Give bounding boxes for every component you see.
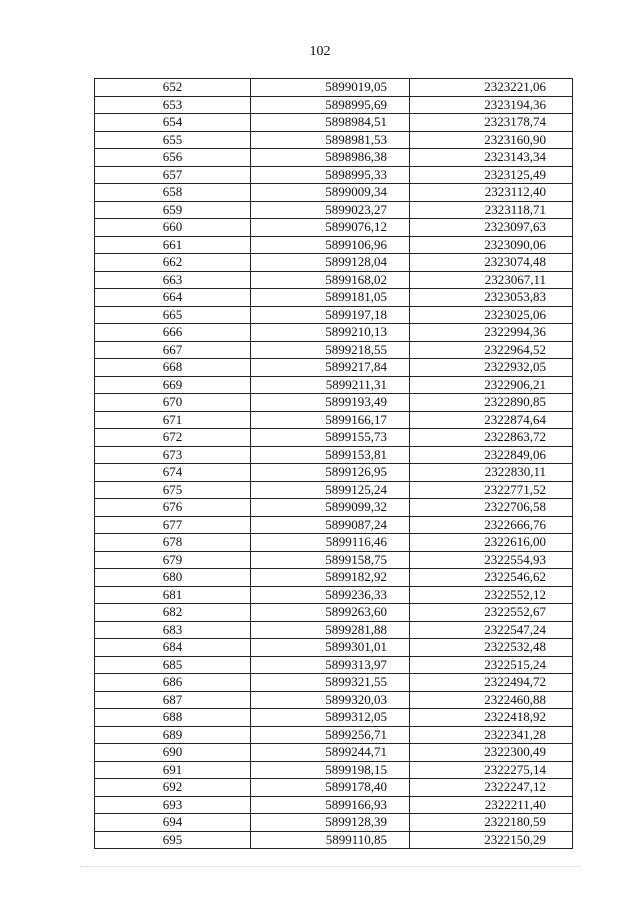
x-coordinate-cell: 5899198,15 bbox=[251, 761, 410, 779]
table-row bbox=[95, 516, 573, 534]
point-number-cell: 693 bbox=[95, 796, 251, 814]
x-coordinate-cell: 5899236,33 bbox=[251, 586, 410, 604]
point-number-cell: 679 bbox=[95, 551, 251, 569]
y-coordinate-cell: 2323112,40 bbox=[410, 184, 573, 202]
point-number-cell: 683 bbox=[95, 621, 251, 639]
x-coordinate-cell: 5899166,17 bbox=[251, 411, 410, 429]
y-coordinate-cell: 2322341,28 bbox=[410, 726, 573, 744]
y-coordinate-cell: 2322554,93 bbox=[410, 551, 573, 569]
point-number-cell: 657 bbox=[95, 166, 251, 184]
x-coordinate-cell: 5899128,04 bbox=[251, 254, 410, 272]
x-coordinate-cell: 5899182,92 bbox=[251, 569, 410, 587]
x-coordinate-cell: 5899181,05 bbox=[251, 289, 410, 307]
table-row bbox=[95, 481, 573, 499]
point-number-cell: 672 bbox=[95, 429, 251, 447]
point-number-cell: 675 bbox=[95, 481, 251, 499]
table-row bbox=[95, 79, 573, 97]
y-coordinate-cell: 2322849,06 bbox=[410, 446, 573, 464]
y-coordinate-cell: 2322552,67 bbox=[410, 604, 573, 622]
point-number-cell: 660 bbox=[95, 219, 251, 237]
table-row bbox=[95, 569, 573, 587]
table-row bbox=[95, 184, 573, 202]
y-coordinate-cell: 2322906,21 bbox=[410, 376, 573, 394]
point-number-cell: 652 bbox=[95, 79, 251, 97]
x-coordinate-cell: 5899110,85 bbox=[251, 831, 410, 849]
point-number-cell: 694 bbox=[95, 814, 251, 832]
table-row bbox=[95, 499, 573, 517]
y-coordinate-cell: 2323118,71 bbox=[410, 201, 573, 219]
table-row bbox=[95, 236, 573, 254]
table-row bbox=[95, 201, 573, 219]
scan-edge-noise bbox=[80, 866, 580, 867]
x-coordinate-cell: 5899193,49 bbox=[251, 394, 410, 412]
table-row bbox=[95, 394, 573, 412]
y-coordinate-cell: 2323025,06 bbox=[410, 306, 573, 324]
x-coordinate-cell: 5899126,95 bbox=[251, 464, 410, 482]
table-row bbox=[95, 464, 573, 482]
table-row bbox=[95, 131, 573, 149]
table-row bbox=[95, 271, 573, 289]
y-coordinate-cell: 2322150,29 bbox=[410, 831, 573, 849]
x-coordinate-cell: 5899023,27 bbox=[251, 201, 410, 219]
point-number-cell: 674 bbox=[95, 464, 251, 482]
x-coordinate-cell: 5899244,71 bbox=[251, 744, 410, 762]
x-coordinate-cell: 5899210,13 bbox=[251, 324, 410, 342]
point-number-cell: 692 bbox=[95, 779, 251, 797]
x-coordinate-cell: 5899218,55 bbox=[251, 341, 410, 359]
point-number-cell: 656 bbox=[95, 149, 251, 167]
table-row bbox=[95, 726, 573, 744]
table-row bbox=[95, 796, 573, 814]
point-number-cell: 676 bbox=[95, 499, 251, 517]
y-coordinate-cell: 2322494,72 bbox=[410, 674, 573, 692]
table-row bbox=[95, 411, 573, 429]
x-coordinate-cell: 5898995,69 bbox=[251, 96, 410, 114]
y-coordinate-cell: 2322180,59 bbox=[410, 814, 573, 832]
x-coordinate-cell: 5899168,02 bbox=[251, 271, 410, 289]
x-coordinate-cell: 5899263,60 bbox=[251, 604, 410, 622]
table-row bbox=[95, 149, 573, 167]
y-coordinate-cell: 2322666,76 bbox=[410, 516, 573, 534]
table-row bbox=[95, 814, 573, 832]
point-number-cell: 664 bbox=[95, 289, 251, 307]
x-coordinate-cell: 5898984,51 bbox=[251, 114, 410, 132]
x-coordinate-cell: 5899281,88 bbox=[251, 621, 410, 639]
point-number-cell: 663 bbox=[95, 271, 251, 289]
point-number-cell: 678 bbox=[95, 534, 251, 552]
x-coordinate-cell: 5899166,93 bbox=[251, 796, 410, 814]
x-coordinate-cell: 5899076,12 bbox=[251, 219, 410, 237]
x-coordinate-cell: 5899321,55 bbox=[251, 674, 410, 692]
y-coordinate-cell: 2322771,52 bbox=[410, 481, 573, 499]
y-coordinate-cell: 2322460,88 bbox=[410, 691, 573, 709]
point-number-cell: 690 bbox=[95, 744, 251, 762]
y-coordinate-cell: 2322532,48 bbox=[410, 639, 573, 657]
point-number-cell: 682 bbox=[95, 604, 251, 622]
y-coordinate-cell: 2323178,74 bbox=[410, 114, 573, 132]
x-coordinate-cell: 5899256,71 bbox=[251, 726, 410, 744]
y-coordinate-cell: 2322547,24 bbox=[410, 621, 573, 639]
x-coordinate-cell: 5899158,75 bbox=[251, 551, 410, 569]
y-coordinate-cell: 2322300,49 bbox=[410, 744, 573, 762]
point-number-cell: 668 bbox=[95, 359, 251, 377]
x-coordinate-cell: 5898986,38 bbox=[251, 149, 410, 167]
y-coordinate-cell: 2323221,06 bbox=[410, 79, 573, 97]
point-number-cell: 677 bbox=[95, 516, 251, 534]
y-coordinate-cell: 2322994,36 bbox=[410, 324, 573, 342]
x-coordinate-cell: 5899099,32 bbox=[251, 499, 410, 517]
table-row bbox=[95, 621, 573, 639]
table-row bbox=[95, 429, 573, 447]
point-number-cell: 670 bbox=[95, 394, 251, 412]
table-row bbox=[95, 586, 573, 604]
x-coordinate-cell: 5899178,40 bbox=[251, 779, 410, 797]
table-row bbox=[95, 709, 573, 727]
y-coordinate-cell: 2322552,12 bbox=[410, 586, 573, 604]
point-number-cell: 687 bbox=[95, 691, 251, 709]
y-coordinate-cell: 2322830,11 bbox=[410, 464, 573, 482]
table-row bbox=[95, 534, 573, 552]
x-coordinate-cell: 5898995,33 bbox=[251, 166, 410, 184]
x-coordinate-cell: 5898981,53 bbox=[251, 131, 410, 149]
table-row bbox=[95, 341, 573, 359]
y-coordinate-cell: 2322247,12 bbox=[410, 779, 573, 797]
table-row bbox=[95, 219, 573, 237]
table-row bbox=[95, 674, 573, 692]
table-row bbox=[95, 779, 573, 797]
point-number-cell: 671 bbox=[95, 411, 251, 429]
x-coordinate-cell: 5899155,73 bbox=[251, 429, 410, 447]
table-row bbox=[95, 324, 573, 342]
point-number-cell: 680 bbox=[95, 569, 251, 587]
point-number-cell: 691 bbox=[95, 761, 251, 779]
point-number-cell: 659 bbox=[95, 201, 251, 219]
x-coordinate-cell: 5899087,24 bbox=[251, 516, 410, 534]
y-coordinate-cell: 2322515,24 bbox=[410, 656, 573, 674]
y-coordinate-cell: 2322546,62 bbox=[410, 569, 573, 587]
table-row bbox=[95, 656, 573, 674]
page-number: 102 bbox=[309, 44, 331, 59]
table-row bbox=[95, 691, 573, 709]
point-number-cell: 684 bbox=[95, 639, 251, 657]
point-number-cell: 662 bbox=[95, 254, 251, 272]
table-row bbox=[95, 166, 573, 184]
table-row bbox=[95, 96, 573, 114]
y-coordinate-cell: 2323067,11 bbox=[410, 271, 573, 289]
y-coordinate-cell: 2322932,05 bbox=[410, 359, 573, 377]
table-row bbox=[95, 604, 573, 622]
point-number-cell: 654 bbox=[95, 114, 251, 132]
point-number-cell: 686 bbox=[95, 674, 251, 692]
x-coordinate-cell: 5899009,34 bbox=[251, 184, 410, 202]
x-coordinate-cell: 5899217,84 bbox=[251, 359, 410, 377]
point-number-cell: 666 bbox=[95, 324, 251, 342]
point-number-cell: 661 bbox=[95, 236, 251, 254]
y-coordinate-cell: 2323143,34 bbox=[410, 149, 573, 167]
coordinates-table bbox=[94, 78, 573, 849]
x-coordinate-cell: 5899320,03 bbox=[251, 691, 410, 709]
x-coordinate-cell: 5899313,97 bbox=[251, 656, 410, 674]
x-coordinate-cell: 5899211,31 bbox=[251, 376, 410, 394]
x-coordinate-cell: 5899197,18 bbox=[251, 306, 410, 324]
point-number-cell: 669 bbox=[95, 376, 251, 394]
x-coordinate-cell: 5899125,24 bbox=[251, 481, 410, 499]
point-number-cell: 685 bbox=[95, 656, 251, 674]
table-row bbox=[95, 289, 573, 307]
y-coordinate-cell: 2323097,63 bbox=[410, 219, 573, 237]
x-coordinate-cell: 5899116,46 bbox=[251, 534, 410, 552]
x-coordinate-cell: 5899301,01 bbox=[251, 639, 410, 657]
x-coordinate-cell: 5899153,81 bbox=[251, 446, 410, 464]
x-coordinate-cell: 5899128,39 bbox=[251, 814, 410, 832]
point-number-cell: 658 bbox=[95, 184, 251, 202]
table-row bbox=[95, 639, 573, 657]
point-number-cell: 681 bbox=[95, 586, 251, 604]
point-number-cell: 695 bbox=[95, 831, 251, 849]
point-number-cell: 653 bbox=[95, 96, 251, 114]
point-number-cell: 665 bbox=[95, 306, 251, 324]
table-row bbox=[95, 831, 573, 849]
table-row bbox=[95, 359, 573, 377]
y-coordinate-cell: 2323160,90 bbox=[410, 131, 573, 149]
y-coordinate-cell: 2323090,06 bbox=[410, 236, 573, 254]
x-coordinate-cell: 5899019,05 bbox=[251, 79, 410, 97]
y-coordinate-cell: 2323053,83 bbox=[410, 289, 573, 307]
table-row bbox=[95, 376, 573, 394]
y-coordinate-cell: 2323194,36 bbox=[410, 96, 573, 114]
y-coordinate-cell: 2322706,58 bbox=[410, 499, 573, 517]
x-coordinate-cell: 5899312,05 bbox=[251, 709, 410, 727]
coordinates-table-body bbox=[95, 79, 573, 849]
y-coordinate-cell: 2322863,72 bbox=[410, 429, 573, 447]
table-row bbox=[95, 306, 573, 324]
table-row bbox=[95, 114, 573, 132]
table-row bbox=[95, 551, 573, 569]
y-coordinate-cell: 2322964,52 bbox=[410, 341, 573, 359]
y-coordinate-cell: 2322275,14 bbox=[410, 761, 573, 779]
point-number-cell: 688 bbox=[95, 709, 251, 727]
point-number-cell: 689 bbox=[95, 726, 251, 744]
table-row bbox=[95, 446, 573, 464]
point-number-cell: 655 bbox=[95, 131, 251, 149]
table-row bbox=[95, 254, 573, 272]
table-row bbox=[95, 744, 573, 762]
y-coordinate-cell: 2322616,00 bbox=[410, 534, 573, 552]
y-coordinate-cell: 2322418,92 bbox=[410, 709, 573, 727]
x-coordinate-cell: 5899106,96 bbox=[251, 236, 410, 254]
y-coordinate-cell: 2322211,40 bbox=[410, 796, 573, 814]
point-number-cell: 667 bbox=[95, 341, 251, 359]
y-coordinate-cell: 2322890,85 bbox=[410, 394, 573, 412]
y-coordinate-cell: 2323074,48 bbox=[410, 254, 573, 272]
y-coordinate-cell: 2322874,64 bbox=[410, 411, 573, 429]
point-number-cell: 673 bbox=[95, 446, 251, 464]
table-row bbox=[95, 761, 573, 779]
y-coordinate-cell: 2323125,49 bbox=[410, 166, 573, 184]
